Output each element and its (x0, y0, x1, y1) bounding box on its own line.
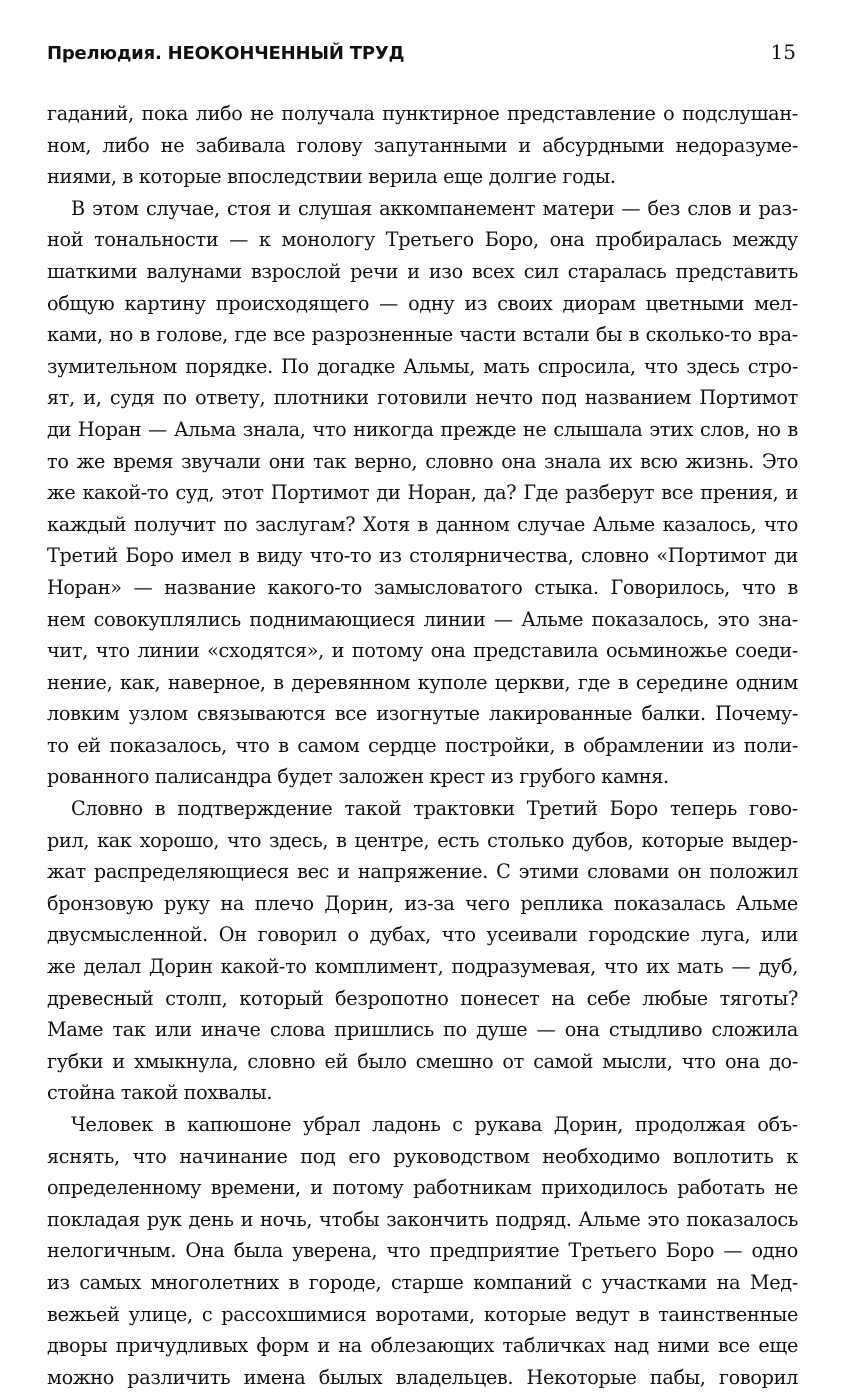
text-line: вежьей улице, с рассохшимися воротами, которые ведут в таинственные (47, 1302, 798, 1326)
text-line: Третий Боро имел в виду что-то из столярничества, словно «Портимот ди (47, 544, 798, 568)
text-line: чит, что линии «сходятся», и потому она представила осьминожье соеди- (47, 639, 798, 663)
text-line: ловким узлом связываются все изогнутые лакированные балки. Почему- (47, 702, 798, 726)
text-line: из самых многолетних в городе, старше компаний с участками на Мед- (47, 1270, 798, 1294)
paragraph (47, 1109, 798, 1393)
text-line: нелогичным. Она была уверена, что предприятие Третьего Боро — одно (47, 1239, 798, 1263)
text-line: общую картину происходящего — одну из своих диорам цветными мел- (47, 291, 798, 315)
paragraph (47, 793, 798, 1109)
text-line: В этом случае, стоя и слушая аккомпанемент матери — без слов и раз- (71, 196, 798, 220)
body-text (47, 98, 798, 1393)
running-title: Прелюдия. НЕОКОНЧЕННЫЙ ТРУД (47, 43, 405, 64)
text-line: яснять, что начинание под его руководством необходимо воплотить к (47, 1144, 798, 1168)
text-line: то ей показалось, что в самом сердце постройки, в обрамлении из поли- (47, 733, 798, 757)
text-line: ной тональности — к монологу Третьего Боро, она пробиралась между (47, 228, 798, 252)
book-page (47, 40, 798, 1393)
text-line: зумительном порядке. По догадке Альмы, мать спросила, что здесь стро- (47, 354, 798, 378)
text-line: бронзовую руку на плечо Дорин, из-за чего реплика показалась Альме (47, 891, 798, 915)
text-line: же делал Дорин какой-то комплимент, подразумевая, что их мать — дуб, (47, 955, 798, 979)
text-line: же какой-то суд, этот Портимот ди Норан, да? Где разберут все прения, и (47, 481, 798, 505)
text-line: рованного палисандра будет заложен крест из грубого камня. (47, 765, 669, 789)
text-line: Словно в подтверждение такой трактовки Третий Боро теперь гово- (71, 797, 798, 821)
text-line: жат распределяющиеся вес и напряжение. С этими словами он положил (47, 860, 798, 884)
page-number: 15 (770, 40, 796, 64)
text-line: определенному времени, и потому работникам приходилось работать не (47, 1176, 798, 1200)
text-line: можно различить имена былых владельцев. Некоторые пабы, говорил (47, 1365, 798, 1389)
text-line: двусмысленной. Он говорил о дубах, что усеивали городские луга, или (47, 923, 798, 947)
text-line: шаткими валунами взрослой речи и изо всех сил старалась представить (47, 259, 798, 283)
text-line: ди Норан — Альма знала, что никогда прежде не слышала этих слов, но в (47, 417, 798, 441)
text-line: то же время звучали они так верно, словно она знала их всю жизнь. Это (47, 449, 798, 473)
text-line: ками, но в голове, где все разрозненные части встали бы в сколько-то вра- (47, 323, 798, 347)
text-line: дворы причудливых форм и на облезающих табличках над ними все еще (47, 1334, 798, 1358)
text-line: ят, и, судя по ответу, плотники готовили нечто под названием Портимот (47, 386, 798, 410)
text-line: нем совокуплялись поднимающиеся линии — Альме показалось, это зна- (47, 607, 798, 631)
text-line: губки и хмыкнула, словно ей было смешно от самой мысли, что она до- (47, 1049, 798, 1073)
text-line: покладая рук день и ночь, чтобы закончить подряд. Альме это показалось (47, 1207, 798, 1231)
text-line: нение, как, наверное, в деревянном куполе церкви, где в середине одним (47, 670, 798, 694)
page-header (47, 40, 798, 80)
text-line: гаданий, пока либо не получала пунктирное представление о подслушан- (47, 102, 798, 125)
text-line: Маме так или иначе слова пришлись по душе — она стыдливо сложила (47, 1018, 798, 1042)
text-line: древесный столп, который безропотно понесет на себе любые тяготы? (47, 986, 798, 1010)
text-line: Норан» — название какого-то замысловатого стыка. Говорилось, что в (47, 575, 798, 599)
text-line: ном, либо не забивала голову запутанными и абсурдными недоразуме- (47, 133, 798, 157)
text-line: каждый получит по заслугам? Хотя в данном случае Альме казалось, что (47, 512, 798, 536)
text-line: рил, как хорошо, что здесь, в центре, есть столько дубов, которые выдер- (47, 828, 798, 852)
paragraph (47, 193, 798, 793)
paragraph (47, 98, 798, 193)
text-line: ниями, в которые впоследствии верила еще долгие годы. (47, 165, 616, 189)
text-line: Человек в капюшоне убрал ладонь с рукава Дорин, продолжая объ- (71, 1113, 798, 1136)
text-line: стойна такой похвалы. (47, 1081, 273, 1105)
